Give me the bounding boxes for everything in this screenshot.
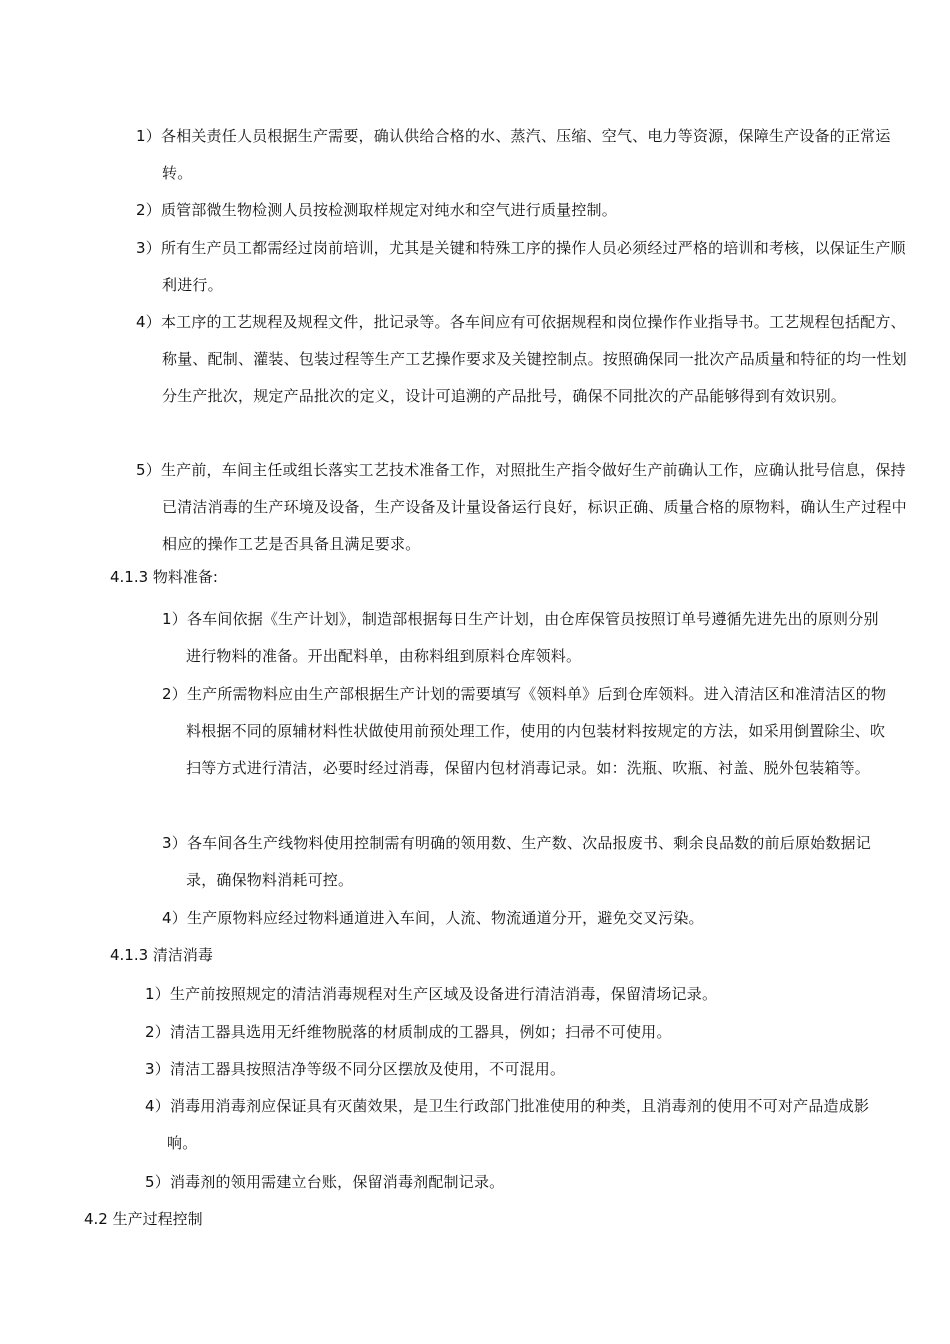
material-item-3: 3）各车间各生产线物料使用控制需有明确的领用数、生产数、次品报废书、剩余良品数的前后原始数据记录，确保物料消耗可控。 (162, 834, 871, 889)
material-item-1: 1）各车间依据《生产计划》，制造部根据每日生产计划，由仓库保管员按照订单号遵循先进先出的原则分别进行物料的准备。开出配料单，由称料组到原料仓库领料。 (162, 610, 879, 665)
cleaning-item-3: 3）清洁工器具按照洁净等级不同分区摆放及使用，不可混用。 (145, 1060, 566, 1078)
prep-item-4: 4）本工序的工艺规程及规程文件，批记录等。各车间应有可依据规程和岗位操作作业指导书。工艺规程包括配方、称量、配制、灌装、包装过程等生产工艺操作要求及关键控制点。按照确保同一批次产品质量和特征的均一性划分生产批次，规定产品批次的定义，设计可追溯的产品批号，确保不同批次的产品能够得到有效识别。 (136, 313, 907, 405)
prep-item-2: 2）质管部微生物检测人员按检测取样规定对纯水和空气进行质量控制。 (136, 201, 617, 219)
prep-item-3: 3）所有生产员工都需经过岗前培训，尤其是关键和特殊工序的操作人员必须经过严格的培训和考核，以保证生产顺利进行。 (136, 239, 906, 294)
material-heading: 4.1.3 物料准备: (110, 568, 218, 586)
process-heading: 4.2 生产过程控制 (84, 1210, 203, 1228)
material-item-4: 4）生产原物料应经过物料通道进入车间，人流、物流通道分开，避免交叉污染。 (162, 909, 704, 927)
cleaning-item-4: 4）消毒用消毒剂应保证具有灭菌效果，是卫生行政部门批准使用的种类，且消毒剂的使用不可对产品造成影响。 (145, 1097, 870, 1152)
material-item-2: 2）生产所需物料应由生产部根据生产计划的需要填写《领料单》后到仓库领料。进入清洁区和准清洁区的物料根据不同的原辅材料性状做使用前预处理工作，使用的内包装材料按规定的方法，如采用倒置除尘、吹扫等方式进行清洁，必要时经过消毒，保留内包材消毒记录。如：洗瓶、吹瓶、衬盖、脱外包装箱等。 (162, 685, 887, 777)
cleaning-item-5: 5）消毒剂的领用需建立台账，保留消毒剂配制记录。 (145, 1173, 505, 1191)
cleaning-item-1: 1）生产前按照规定的清洁消毒规程对生产区域及设备进行清洁消毒，保留清场记录。 (145, 985, 718, 1003)
cleaning-heading: 4.1.3 清洁消毒 (110, 946, 213, 964)
prep-item-5: 5）生产前，车间主任或组长落实工艺技术准备工作，对照批生产指令做好生产前确认工作，应确认批号信息，保持已清洁消毒的生产环境及设备，生产设备及计量设备运行良好，标识正确、质量合格的原物料，确认生产过程中相应的操作工艺是否具备且满足要求。 (136, 461, 907, 553)
cleaning-item-2: 2）清洁工器具选用无纤维物脱落的材质制成的工器具，例如；扫帚不可使用。 (145, 1023, 672, 1041)
prep-item-1: 1）各相关责任人员根据生产需要，确认供给合格的水、蒸汽、压缩、空气、电力等资源，保障生产设备的正常运转。 (136, 127, 891, 182)
